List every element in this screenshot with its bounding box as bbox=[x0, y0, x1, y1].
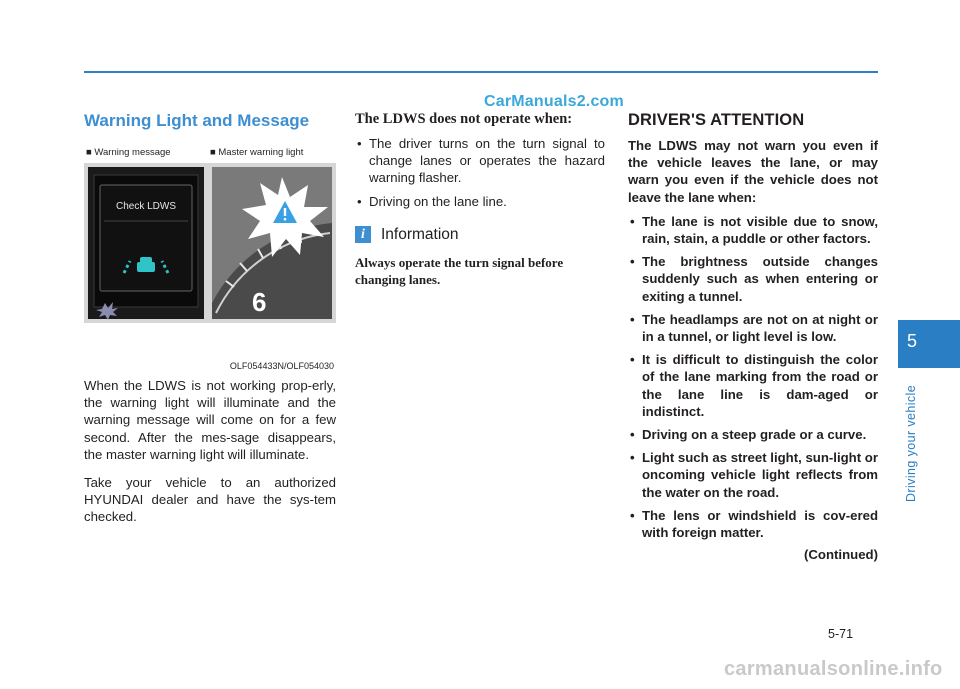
list-item: • It is difficult to distinguish the color of the lane marking from the road or the lane line is dam-aged or indistinct. bbox=[628, 351, 878, 420]
information-header bbox=[355, 226, 605, 244]
information-text: Always operate the turn signal before changing lanes. bbox=[355, 254, 564, 287]
figure-illustration bbox=[84, 163, 336, 323]
figure-panel bbox=[84, 163, 336, 323]
paragraph-not-working: When the LDWS is not working prop-erly, the warning light will illuminate and the warning message will come on for a few second. After the mes-sage disappears, the master warning light will illuminate. bbox=[84, 378, 336, 462]
watermark-bottom[interactable]: carmanualsonline.info bbox=[724, 658, 943, 680]
warning-exclamation bbox=[284, 208, 286, 216]
list-item: • Driving on a steep grade or a curve. bbox=[628, 426, 878, 443]
list-item: • Light such as street light, sun-light or oncoming vehicle light reflects from the water on the road. bbox=[628, 449, 878, 501]
chapter-label-text: Driving your vehicle bbox=[904, 384, 918, 502]
figure-warning bbox=[84, 145, 336, 371]
information-icon: i bbox=[355, 226, 371, 243]
list-item: • The lane is not visible due to snow, rain, stain, a puddle or other factors. bbox=[628, 213, 878, 247]
column-not-operate bbox=[355, 108, 605, 288]
information-title: Information bbox=[381, 225, 459, 243]
paragraph-dealer: Take your vehicle to an authorized HYUNDAI dealer and have the sys-tem checked. bbox=[84, 475, 336, 525]
screen-text: Check LDWS bbox=[115, 201, 177, 212]
watermark-top[interactable]: CarManuals2.com bbox=[484, 93, 624, 110]
page-number: 5-71 bbox=[828, 627, 854, 641]
attention-list bbox=[628, 213, 878, 541]
list-item: • The driver turns on the turn signal to change lanes or operates the hazard warning flasher. bbox=[355, 135, 605, 187]
figure-labels bbox=[84, 145, 336, 161]
speedometer-digit: 6 bbox=[252, 287, 267, 317]
section-heading-attention: DRIVER'S ATTENTION bbox=[628, 111, 805, 129]
chapter-number: 5 bbox=[906, 331, 917, 351]
figure-label-warning-message: ■ Warning message bbox=[86, 147, 171, 158]
column-drivers-attention bbox=[628, 108, 878, 562]
list-item: • The headlamps are not on at night or in a tunnel, or light level is low. bbox=[628, 311, 878, 345]
list-item: • Driving on the lane line. bbox=[355, 193, 605, 210]
section-heading-not-operate: The LDWS does not operate when: bbox=[355, 111, 573, 127]
figure-code: OLF054433N/OLF054030 bbox=[229, 361, 334, 371]
top-rule bbox=[84, 71, 878, 73]
chapter-label bbox=[904, 382, 920, 502]
continued-label: (Continued) bbox=[804, 547, 878, 563]
not-operate-list bbox=[355, 135, 605, 210]
column-warning-light bbox=[84, 108, 336, 526]
section-heading-warning: Warning Light and Message bbox=[84, 111, 310, 130]
figure-label-master-warning: ■ Master warning light bbox=[210, 147, 304, 158]
list-item: • The lens or windshield is cov-ered with foreign matter. bbox=[628, 507, 878, 541]
list-item: • The brightness outside changes suddenly such as when entering or exiting a tunnel. bbox=[628, 253, 878, 305]
attention-intro: The LDWS may not warn you even if the vehicle leaves the lane, or may warn you even if the vehicle does not leave the lane when: bbox=[628, 138, 878, 205]
